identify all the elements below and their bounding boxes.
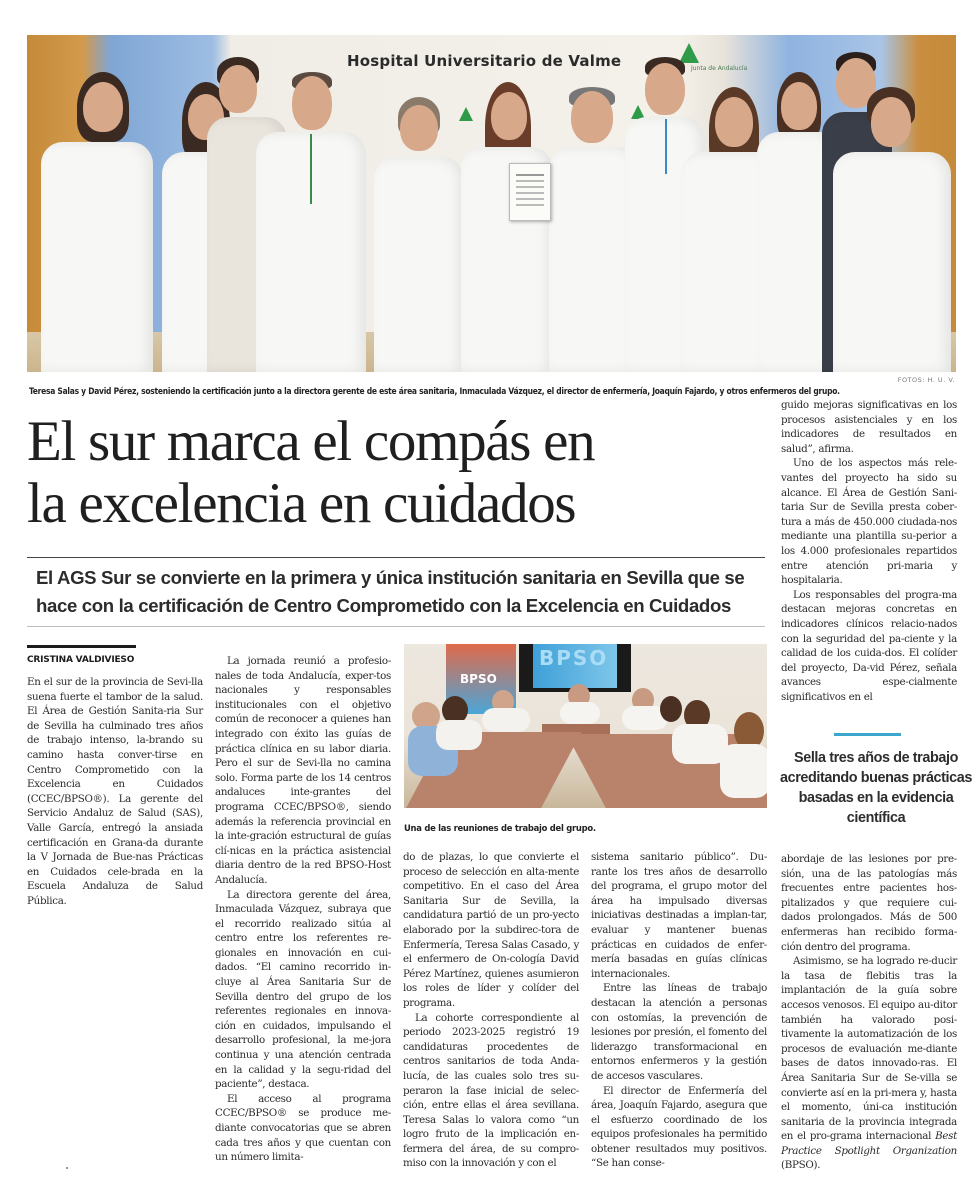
meeting-photo-caption: Una de las reuniones de trabajo del grupo. bbox=[404, 823, 596, 833]
junta-logo-text: Junta de Andalucía bbox=[691, 65, 748, 72]
paragraph: El director de Enfermería del área, Joaquín Fajardo, asegura que el esfuerzo coordinado de los equipos profesionales ha permitido obtener resultados muy positivos. “Se han conse- bbox=[591, 1084, 767, 1170]
paragraph: La cohorte correspondiente al periodo 2023-2025 registró 19 candidaturas procedentes de centros sanitarios de toda Anda-lucía, de las cuales solo tres su-peraron la fase inicial de selec-ción, entre ellas el área sevillana. Teresa Salas lo valora como “un logro fruto de la implicación en-fermera del área, de su compro-miso con la innovación y con el bbox=[403, 1011, 579, 1170]
body-column-1 bbox=[27, 675, 203, 909]
divider bbox=[27, 626, 765, 627]
paragraph: Uno de los aspectos más rele-vantes del proyecto ha sido su alcance. El Área de Gestión Sani-taria Sur de Sevilla presta cober-tura a más de 450.000 ciudada-nos mediante una plantilla su-perior a los 4.000 profesionales repartidos entre atención pri-maria y hospitalaria. bbox=[781, 457, 957, 587]
paragraph: En el sur de la provincia de Sevi-lla suena fuerte el tambor de la salud. El Área de Gestión Sanita-ria Sur de Sevilla ha culminado tres años de trabajo intenso, la-brando su camino hasta conver-tirse en Centro Comprometido con la Excelencia en Cuidados (CCEC/BPSO®). La gerente del Servicio Andaluz de Salud (SAS), Valle García, entregó la ansiada certificación en Grana-da durante la V Jornada de Bue-nas Prácticas en Cuidados cele-brada en la Escuela Andaluza de Salud Pública. bbox=[27, 676, 203, 907]
backdrop-hospital-name: Hospital Universitario de Valme bbox=[347, 52, 622, 70]
person-figure bbox=[720, 744, 767, 798]
paragraph: guido mejoras significativas en los procesos asistenciales y en los indicadores de resultados en salud”, afirma. bbox=[781, 399, 957, 455]
divider bbox=[27, 557, 765, 558]
paragraph: abordaje de las lesiones por pre-sión, una de las patologías más frecuentes entre pacientes hos-pitalizados y que requiere cui-dados prolongados. Más de 500 enfermeras han recibido forma-ción dentro del programa. bbox=[781, 853, 957, 953]
body-column-2 bbox=[215, 654, 391, 1165]
body-column-3 bbox=[403, 850, 579, 1171]
body-column-5-top bbox=[781, 398, 957, 704]
person-figure bbox=[827, 87, 952, 372]
print-mark bbox=[66, 1167, 68, 1169]
person-figure bbox=[482, 708, 530, 732]
certificate-document bbox=[509, 163, 551, 221]
pull-quote: Sella tres años de trabajo acreditando buenas prácticas basadas en la evidencia científica bbox=[780, 750, 972, 826]
person-figure bbox=[436, 720, 482, 750]
photo-credit: FOTOS: H. U. V. bbox=[897, 376, 955, 384]
bpso-poster: BPSO bbox=[446, 644, 516, 714]
paragraph: do de plazas, lo que convierte el proceso de selección en alta-mente competitivo. En el caso del Área Sanitaria Sur de Sevilla, la candidatura partió de un pro-yecto elaborado por la subdirec-tora de Enfermería, Teresa Salas Casado, y el enfermero de On-cología David Pérez Martínez, quienes asumieron los roles de líder y colíder del programa. bbox=[403, 851, 579, 1009]
paragraph: Entre las líneas de trabajo destacan la atención a personas con ostomías, la prevención de lesiones por presión, el fomento del liderazgo transformacional en entornos enfermeros y la gestión de accesos vasculares. bbox=[591, 982, 767, 1082]
article-subheadline bbox=[36, 564, 768, 620]
paragraph: La jornada reunió a profesio-nales de toda Andalucía, exper-tos nacionales y responsables institucionales con el objetivo común de reconocer a quienes han integrado con éxito las guías de práctica clínica en su labor diaria. Pero el sur de Sevi-lla no camina solo. Forma parte de los 14 centros andaluces inte-grantes del programa CCEC/BPSO®, siendo además la referencia provincial en la inte-gración estructural de guías clí-nicas en la práctica asistencial diaria dentro de la red BPSO-Host Andalucía. bbox=[215, 655, 391, 886]
person-figure bbox=[372, 97, 464, 372]
body-column-5-bottom bbox=[781, 852, 957, 1173]
main-photo bbox=[27, 35, 956, 372]
pull-quote-accent-bar bbox=[834, 733, 901, 736]
headline-line-2: la excelencia en cuidados bbox=[27, 472, 576, 535]
meeting-photo bbox=[404, 644, 767, 808]
byline-bar bbox=[27, 645, 136, 648]
person-figure bbox=[35, 72, 155, 372]
main-photo-caption: Teresa Salas y David Pérez, sosteniendo la certificación junto a la directora gerente de este área sanitaria, Inmaculada Vázquez, el director de enfermería, Joaquín Fajardo, y otros enfermeros del grupo. bbox=[29, 386, 840, 396]
person-figure bbox=[459, 82, 554, 372]
paragraph: Asimismo, se ha logrado re-ducir la tasa de flebitis tras la implantación de la guía sobre accesos venosos. El equipo au-ditor también ha valorado posi-tivamente la automatización de los procesos de evaluación me-diante bases de datos innovado-ras. El Área Sanitaria Sur de Se-villa se convierte así en la pri-mera y, hasta el momento, úni-ca institución sanitaria de la provincia integrada en el pro-grama internacional Best Practice Spotlight Organization (BPSO). bbox=[781, 955, 957, 1172]
person-figure bbox=[560, 702, 600, 724]
paragraph: Los responsables del progra-ma destacan mejoras concretas en indicadores clínicos relacio-nados con la seguridad del pa-ciente y la calidad de los cuida-dos. El colíder del proyecto, Da-vid Pérez, señala avances espe-cialmente significativos en el bbox=[781, 588, 957, 703]
person-figure bbox=[252, 72, 367, 372]
body-column-4 bbox=[591, 850, 767, 1171]
headline-line-1: El sur marca el compás en bbox=[27, 410, 595, 473]
program-name-italic: Best Practice Spotlight Organization bbox=[781, 1130, 957, 1157]
article-headline bbox=[27, 411, 772, 535]
paragraph: La directora gerente del área, Inmaculada Vázquez, subraya que el recorrido realizado sitúa al centro entre los referentes re-gionales en innovación en cui-dados. “El camino recorrido in-cluye al Área Sanitaria Sur de Sevilla dentro del grupo de los referentes regionales en innova-ción en cuidados, impulsando el desarrollo profesional, la me-jora continua y una atención centrada en la calidad y la segu-ridad del paciente”, destaca. bbox=[215, 888, 391, 1091]
author-byline: CRISTINA VALDIVIESO bbox=[27, 655, 135, 665]
paragraph: sistema sanitario público”. Du-rante los tres años de desarrollo del programa, el grupo motor del área ha impulsado diversas iniciativas destinadas a implan-tar, evaluar y mantener buenas prácticas en cuidados de enfer-mería basadas en guías clínicas internacionales. bbox=[591, 851, 767, 980]
subhead-line-2: hace con la certificación de Centro Comprometido con la Excelencia en Cuidados bbox=[36, 595, 731, 616]
presentation-screen: BPSO bbox=[519, 644, 631, 692]
paragraph: El acceso al programa CCEC/BPSO® se produce me-diante convocatorias que se abren cada tres años y que cuentan con un número limita- bbox=[215, 1092, 391, 1164]
person-figure bbox=[660, 696, 682, 722]
subhead-line-1: El AGS Sur se convierte en la primera y única institución sanitaria en Sevilla que se bbox=[36, 567, 745, 588]
